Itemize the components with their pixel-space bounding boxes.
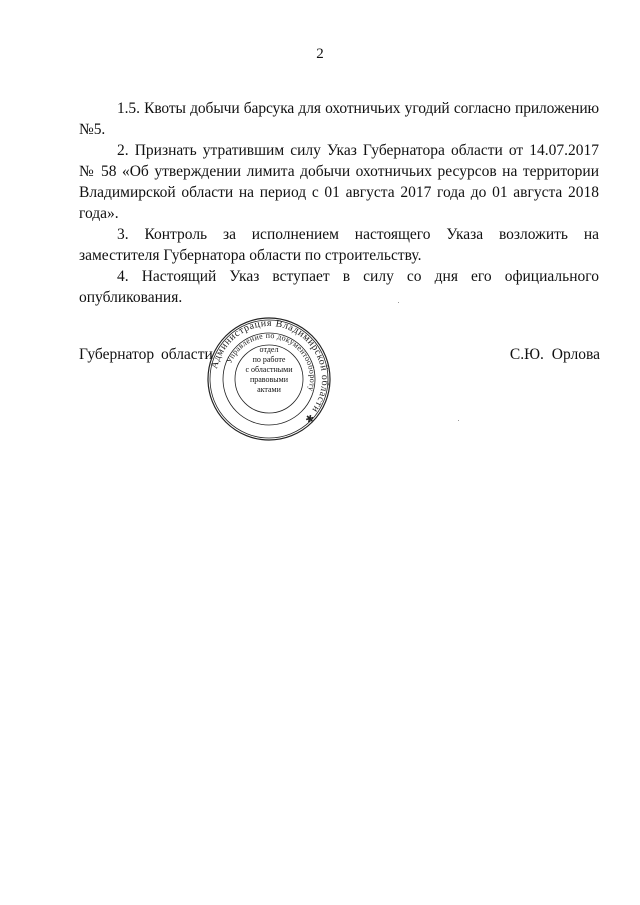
paragraph-4: 4. Настоящий Указ вступает в силу со дня его официального опубликования.	[79, 268, 599, 306]
svg-text:Администрация Владимирской обл: Администрация Владимирской области ✱	[209, 317, 331, 425]
paragraph-2: 2. Признать утратившим силу Указ Губернатора области от 14.07.2017 № 58 «Об утверждении лимита добычи охотничьих ресурсов на территории Владимирской области на период с 01 августа 2017 года до 01 августа 2018 года».	[79, 142, 599, 222]
official-stamp	[205, 315, 333, 443]
signature-position: Губернатор области	[79, 346, 213, 363]
stamp-line: актами	[257, 385, 281, 394]
document-body	[79, 98, 599, 308]
signature-name: С.Ю. Орлова	[509, 346, 600, 363]
scan-speck	[458, 420, 459, 421]
stamp-line: по работе	[252, 355, 286, 364]
stamp-line: правовыми	[249, 375, 289, 384]
paragraph-1-5: 1.5. Квоты добычи барсука для охотничьих угодий согласно приложению №5.	[79, 100, 599, 138]
paragraph-3: 3. Контроль за исполнением настоящего Указа возложить на заместителя Губернатора области по строительству.	[79, 226, 599, 264]
stamp-line: отдел	[259, 345, 279, 354]
scan-speck	[398, 302, 399, 303]
stamp-inner-text	[239, 345, 299, 395]
stamp-line: с областными	[245, 365, 293, 374]
page-number: 2	[316, 46, 324, 62]
svg-text:Управление по документообороту: Управление по документообороту	[224, 330, 318, 393]
